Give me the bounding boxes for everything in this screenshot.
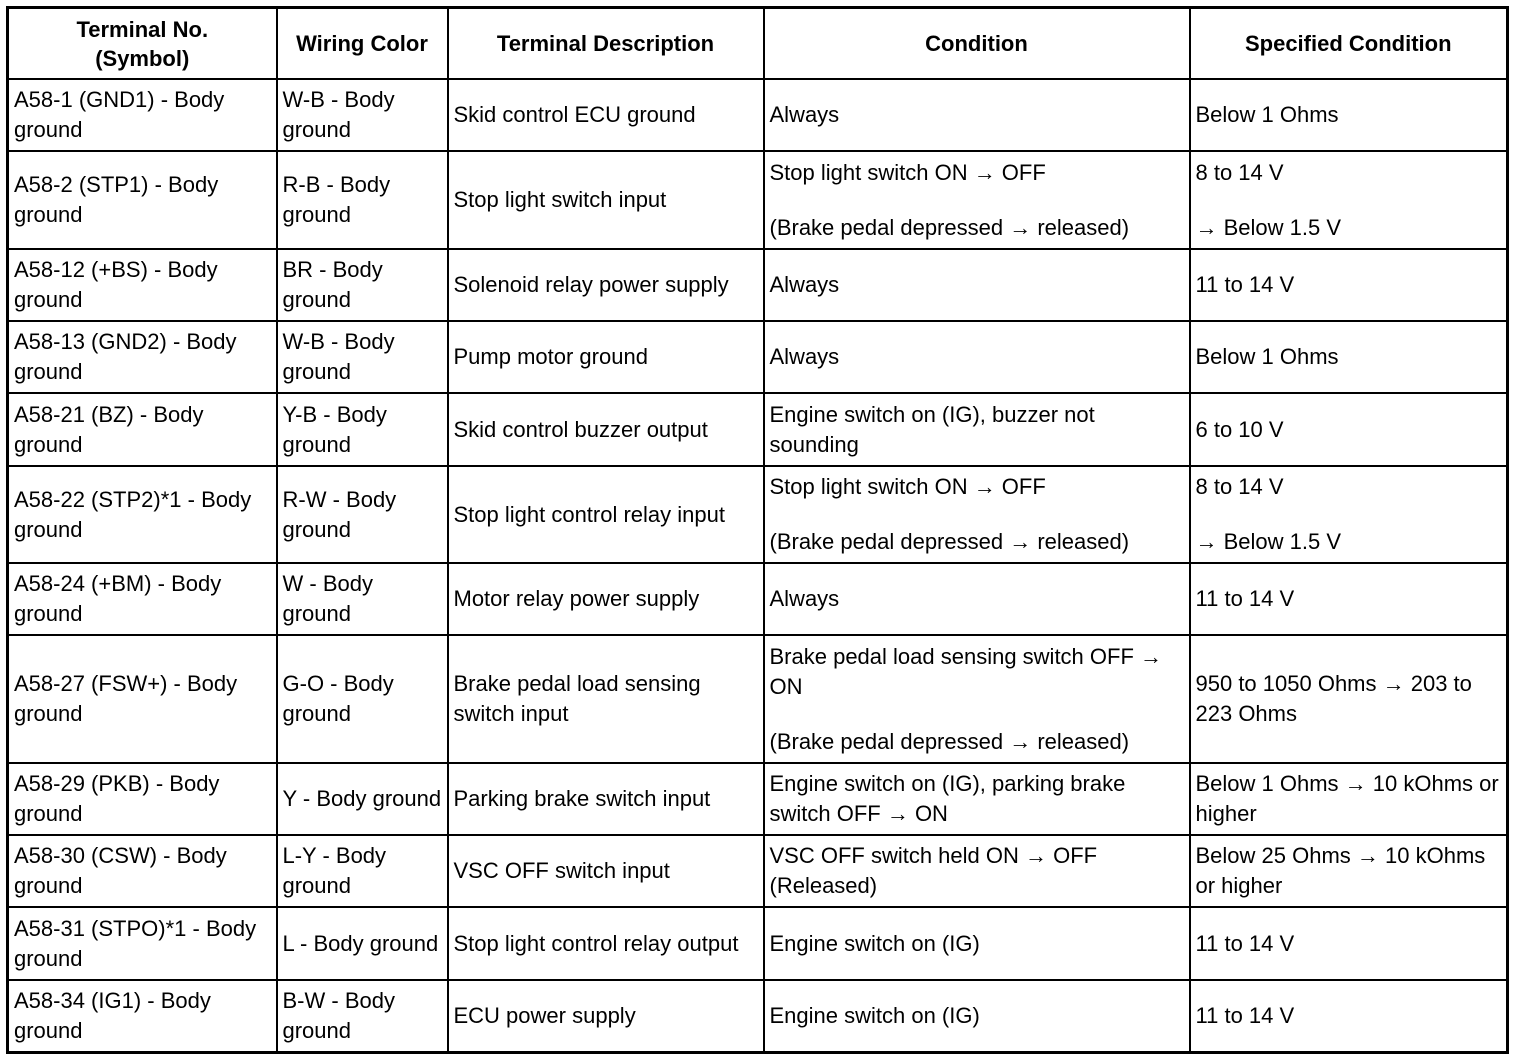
- table-row: [8, 907, 1508, 980]
- description-cell: [448, 980, 764, 1052]
- cell-text: ECU power supply: [453, 1002, 636, 1028]
- terminal-cell: [8, 466, 277, 563]
- cell-text: Below 1 Ohms: [1195, 344, 1339, 369]
- cell-text: Y - Body ground: [282, 786, 442, 811]
- specified-condition-cell: [1190, 980, 1508, 1052]
- cell-text: Skid control ECU ground: [453, 102, 696, 127]
- cell-text: A58-27 (FSW+) - Body ground: [14, 671, 238, 726]
- cell-text: Below 1 Ohms → 10 kOhms or higher: [1195, 771, 1499, 826]
- cell-text: BR - Body ground: [282, 257, 383, 312]
- cell-text: Stop light control relay output: [453, 930, 739, 956]
- specified-condition-cell: [1190, 79, 1508, 151]
- specified-condition-cell: [1190, 907, 1508, 980]
- terminal-cell: [8, 563, 277, 635]
- cell-text: Stop light switch ON → OFF: [769, 474, 1046, 499]
- table-row: [8, 393, 1508, 466]
- terminal-cell: [8, 763, 277, 835]
- table-row: [8, 563, 1508, 635]
- description-cell: [448, 79, 764, 151]
- wiring-color-cell: [277, 393, 448, 466]
- cell-text: A58-31 (STPO)*1 - Body ground: [14, 915, 257, 971]
- cell-text: G-O - Body ground: [282, 671, 394, 726]
- condition-cell: [764, 466, 1190, 563]
- cell-text: (Brake pedal depressed → released): [769, 214, 1130, 240]
- condition-cell: [764, 563, 1190, 635]
- description-cell: [448, 763, 764, 835]
- cell-text: Always: [769, 272, 840, 297]
- description-cell: [448, 151, 764, 249]
- cell-text: W-B - Body ground: [282, 87, 395, 142]
- cell-text: VSC OFF switch held ON → OFF (Released): [769, 843, 1098, 898]
- cell-text: Stop light switch ON → OFF: [769, 159, 1046, 185]
- description-cell: [448, 563, 764, 635]
- table-row: [8, 466, 1508, 563]
- cell-text: A58-29 (PKB) - Body ground: [14, 771, 220, 826]
- condition-cell: [764, 835, 1190, 907]
- condition-cell: [764, 907, 1190, 980]
- table-row: [8, 763, 1508, 835]
- description-cell: [448, 635, 764, 763]
- cell-text: B-W - Body ground: [282, 987, 395, 1043]
- cell-text: Motor relay power supply: [453, 586, 700, 611]
- table-row: [8, 635, 1508, 763]
- terminal-cell: [8, 907, 277, 980]
- cell-text: A58-30 (CSW) - Body ground: [14, 843, 227, 898]
- specified-condition-cell: [1190, 151, 1508, 249]
- specified-condition-cell: [1190, 466, 1508, 563]
- table-row: [8, 980, 1508, 1052]
- cell-text: Engine switch on (IG): [769, 1002, 980, 1028]
- cell-text: 11 to 14 V: [1195, 272, 1295, 297]
- wiring-color-cell: [277, 835, 448, 907]
- header-terminal-description: Terminal Description: [448, 8, 764, 80]
- cell-text: (Brake pedal depressed → released): [769, 728, 1130, 754]
- condition-cell: [764, 393, 1190, 466]
- cell-text: W - Body ground: [282, 571, 373, 626]
- cell-text: Stop light control relay input: [453, 501, 725, 527]
- cell-text: A58-22 (STP2)*1 - Body ground: [14, 486, 252, 542]
- specified-condition-cell: [1190, 249, 1508, 321]
- specified-condition-cell: [1190, 393, 1508, 466]
- cell-text: Pump motor ground: [453, 344, 648, 369]
- cell-text: (Brake pedal depressed → released): [769, 529, 1130, 554]
- description-cell: [448, 466, 764, 563]
- cell-text: A58-24 (+BM) - Body ground: [14, 571, 222, 626]
- cell-text: A58-21 (BZ) - Body ground: [14, 401, 204, 457]
- cell-text: VSC OFF switch input: [453, 858, 670, 883]
- description-cell: [448, 249, 764, 321]
- header-condition: Condition: [764, 8, 1190, 80]
- specified-condition-cell: [1190, 321, 1508, 393]
- specified-condition-cell: [1190, 635, 1508, 763]
- cell-text: Engine switch on (IG), buzzer not sounding: [769, 401, 1095, 457]
- cell-text: Always: [769, 586, 840, 611]
- header-wiring-color: Wiring Color: [277, 8, 448, 80]
- cell-text: Skid control buzzer output: [453, 416, 708, 442]
- cell-text: A58-2 (STP1) - Body ground: [14, 172, 219, 227]
- wiring-color-cell: [277, 151, 448, 249]
- terminal-cell: [8, 151, 277, 249]
- condition-cell: [764, 763, 1190, 835]
- specified-condition-cell: [1190, 763, 1508, 835]
- cell-text: Brake pedal load sensing switch input: [453, 671, 701, 726]
- specified-condition-cell: [1190, 563, 1508, 635]
- cell-text: Always: [769, 102, 840, 127]
- cell-text: L - Body ground: [282, 930, 439, 956]
- wiring-color-cell: [277, 763, 448, 835]
- cell-text: R-W - Body ground: [282, 486, 397, 542]
- description-cell: [448, 907, 764, 980]
- terminal-cell: [8, 635, 277, 763]
- terminal-cell: [8, 980, 277, 1052]
- cell-text: 6 to 10 V: [1195, 416, 1284, 442]
- terminal-cell: [8, 321, 277, 393]
- condition-cell: [764, 249, 1190, 321]
- wiring-color-cell: [277, 563, 448, 635]
- table-row: [8, 249, 1508, 321]
- cell-text: L-Y - Body ground: [282, 843, 387, 898]
- wiring-color-cell: [277, 79, 448, 151]
- terminal-cell: [8, 393, 277, 466]
- table-row: [8, 321, 1508, 393]
- terminal-cell: [8, 79, 277, 151]
- cell-text: Engine switch on (IG), parking brake switch OFF → ON: [769, 771, 1126, 826]
- wiring-color-cell: [277, 635, 448, 763]
- header-specified-condition: Specified Condition: [1190, 8, 1508, 80]
- cell-text: Brake pedal load sensing switch OFF → ON: [769, 643, 1163, 699]
- description-cell: [448, 321, 764, 393]
- cell-text: Below 25 Ohms → 10 kOhms or higher: [1195, 843, 1486, 898]
- table-row: [8, 79, 1508, 151]
- header-terminal: Terminal No. (Symbol): [8, 8, 277, 80]
- cell-text: 8 to 14 V: [1195, 474, 1284, 499]
- cell-text: 11 to 14 V: [1195, 1002, 1295, 1028]
- cell-text: Always: [769, 344, 840, 369]
- cell-text: 8 to 14 V: [1195, 159, 1284, 185]
- cell-text: Stop light switch input: [453, 187, 667, 212]
- terminal-inspection-table: [6, 6, 1509, 1054]
- specified-condition-cell: [1190, 835, 1508, 907]
- table-row: [8, 151, 1508, 249]
- terminal-cell: [8, 835, 277, 907]
- cell-text: W-B - Body ground: [282, 329, 395, 384]
- cell-text: A58-12 (+BS) - Body ground: [14, 257, 218, 312]
- cell-text: R-B - Body ground: [282, 172, 391, 227]
- table-body: [8, 79, 1508, 1052]
- cell-text: 950 to 1050 Ohms → 203 to 223 Ohms: [1195, 671, 1472, 726]
- cell-text: 11 to 14 V: [1195, 586, 1295, 611]
- cell-text: A58-1 (GND1) - Body ground: [14, 87, 225, 142]
- wiring-color-cell: [277, 907, 448, 980]
- wiring-color-cell: [277, 466, 448, 563]
- cell-text: Below 1 Ohms: [1195, 102, 1339, 127]
- cell-text: Solenoid relay power supply: [453, 272, 729, 297]
- cell-text: A58-34 (IG1) - Body ground: [14, 987, 211, 1043]
- cell-text: A58-13 (GND2) - Body ground: [14, 329, 237, 384]
- cell-text: → Below 1.5 V: [1195, 529, 1342, 554]
- condition-cell: [764, 79, 1190, 151]
- wiring-color-cell: [277, 980, 448, 1052]
- wiring-color-cell: [277, 249, 448, 321]
- condition-cell: [764, 321, 1190, 393]
- description-cell: [448, 393, 764, 466]
- cell-text: Y-B - Body ground: [282, 401, 387, 457]
- header-row: [8, 8, 1508, 80]
- cell-text: Engine switch on (IG): [769, 930, 980, 956]
- description-cell: [448, 835, 764, 907]
- terminal-cell: [8, 249, 277, 321]
- cell-text: → Below 1.5 V: [1195, 214, 1342, 240]
- condition-cell: [764, 980, 1190, 1052]
- table-row: [8, 835, 1508, 907]
- cell-text: Parking brake switch input: [453, 786, 711, 811]
- wiring-color-cell: [277, 321, 448, 393]
- condition-cell: [764, 151, 1190, 249]
- cell-text: 11 to 14 V: [1195, 930, 1295, 956]
- condition-cell: [764, 635, 1190, 763]
